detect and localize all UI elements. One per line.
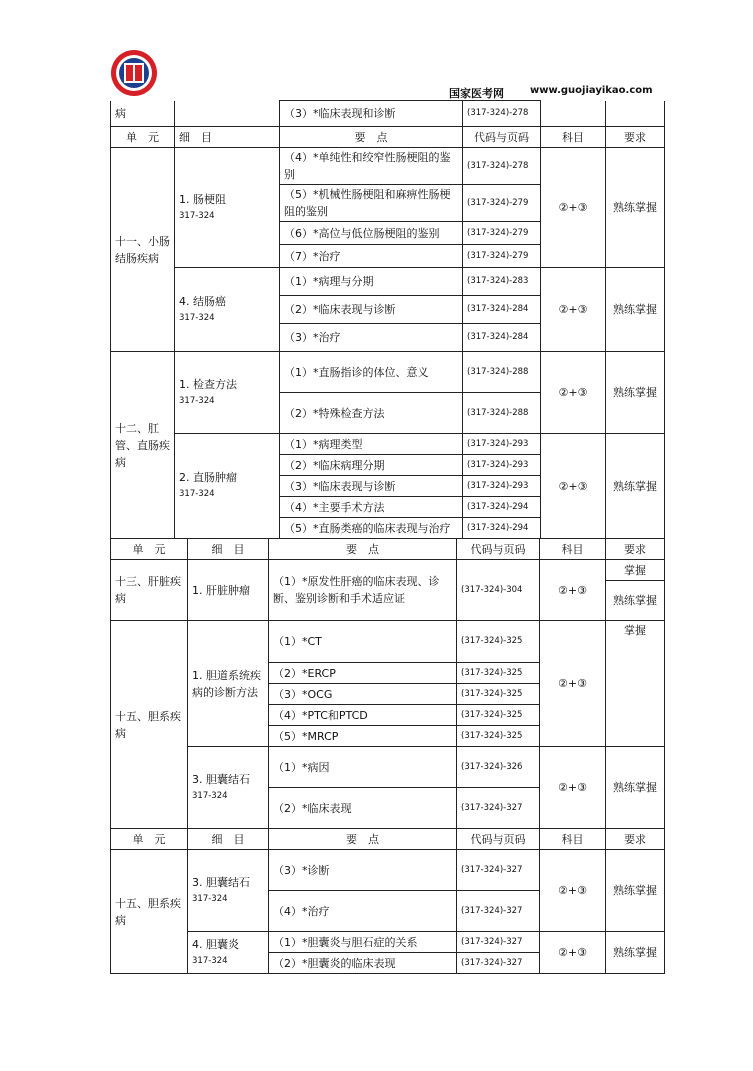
table-row	[111, 434, 665, 455]
header-unit: 单 元	[111, 829, 188, 850]
header-code: 代码与页码	[457, 829, 540, 850]
code-cell: (317-324)-294	[463, 497, 541, 518]
syllabus-table-wrapper	[110, 100, 664, 974]
subject-cell: ②+③	[541, 148, 606, 268]
header-row	[111, 539, 665, 560]
detail-page: 317-324	[179, 312, 215, 323]
point-cell: （5）*直肠类癌的临床表现与治疗	[280, 518, 463, 539]
point-cell: （4）*治疗	[269, 891, 457, 932]
code-cell: (317-324)-279	[463, 222, 541, 245]
header-detail: 细 目	[188, 829, 269, 850]
table-row	[111, 352, 665, 393]
detail-cell	[175, 148, 280, 268]
header-requirement: 要求	[606, 539, 665, 560]
code-cell: (317-324)-325	[457, 621, 540, 663]
subject-cell: ②+③	[540, 747, 606, 829]
unit-cell: 病	[111, 101, 175, 127]
point-cell: （5）*机械性肠梗阻和麻痹性肠梗阻的鉴别	[280, 185, 463, 222]
point-cell: （3）*诊断	[269, 850, 457, 891]
code-cell: (317-324)-327	[457, 850, 540, 891]
code-cell: (317-324)-278	[463, 101, 541, 127]
detail-page: 317-324	[179, 489, 215, 499]
code-cell: (317-324)-293	[463, 476, 541, 497]
point-cell: （4）*PTC和PTCD	[269, 705, 457, 726]
point-cell: （2）*特殊检查方法	[280, 393, 463, 434]
detail-cell	[175, 434, 280, 539]
header-detail: 细 目	[188, 539, 269, 560]
detail-title: 4. 结肠癌	[179, 294, 226, 308]
header-point: 要 点	[280, 127, 463, 148]
point-cell: （1）*病因	[269, 747, 457, 788]
subject-cell: ②+③	[540, 932, 606, 974]
table-row	[111, 747, 665, 788]
point-cell: （7）*治疗	[280, 245, 463, 268]
detail-title: 3. 胆囊结石	[192, 772, 250, 786]
req-cell: 熟练掌握	[606, 747, 665, 829]
code-cell: (317-324)-327	[457, 953, 540, 974]
code-cell: (317-324)-304	[457, 560, 540, 621]
header-requirement: 要求	[606, 829, 665, 850]
code-cell: (317-324)-284	[463, 296, 541, 324]
subject-cell: ②+③	[540, 560, 606, 621]
req-cell: 熟练掌握	[606, 148, 665, 268]
detail-cell	[188, 747, 269, 829]
code-cell: (317-324)-293	[463, 434, 541, 455]
req-cell: 熟练掌握	[606, 932, 665, 974]
header-point: 要 点	[269, 539, 457, 560]
code-cell: (317-324)-288	[463, 352, 541, 393]
table-row	[111, 148, 665, 185]
unit-cell: 十二、肛管、直肠疾病	[111, 352, 175, 539]
syllabus-table	[110, 100, 665, 539]
header-subject: 科目	[540, 829, 606, 850]
header-code: 代码与页码	[463, 127, 541, 148]
point-cell: （3）*治疗	[280, 324, 463, 352]
header-requirement: 要求	[606, 127, 665, 148]
point-cell: （4）*主要手术方法	[280, 497, 463, 518]
detail-page: 317-324	[192, 893, 228, 904]
table-row	[111, 932, 665, 953]
point-cell: （2）*临床表现与诊断	[280, 296, 463, 324]
point-cell: （1）*病理与分期	[280, 268, 463, 296]
code-cell: (317-324)-327	[457, 788, 540, 829]
point-cell: （3）*OCG	[269, 684, 457, 705]
subject-cell: ②+③	[540, 621, 606, 747]
table-row	[111, 268, 665, 296]
req-cell: 掌握	[606, 621, 665, 747]
detail-cell	[188, 932, 269, 974]
point-cell: （4）*单纯性和绞窄性肠梗阻的鉴别	[280, 148, 463, 185]
header-subject: 科目	[541, 127, 606, 148]
detail-cell: 1. 肝脏肿瘤	[188, 560, 269, 621]
header-row	[111, 127, 665, 148]
code-cell: (317-324)-325	[457, 705, 540, 726]
detail-title: 1. 检查方法	[179, 377, 237, 391]
req-cell: 熟练掌握	[606, 850, 665, 932]
req-cell: 熟练掌握	[606, 434, 665, 539]
code-cell: (317-324)-325	[457, 684, 540, 705]
point-cell: （1）*胆囊炎与胆石症的关系	[269, 932, 457, 953]
detail-cell	[188, 850, 269, 932]
req-cell: 掌握	[606, 560, 665, 581]
site-url: www.guojiayikao.com	[530, 85, 653, 96]
subject-cell	[541, 101, 606, 127]
code-cell: (317-324)-294	[463, 518, 541, 539]
header-detail: 细 目	[175, 127, 280, 148]
detail-title: 2. 直肠肿瘤	[179, 471, 237, 484]
detail-page: 317-324	[179, 210, 215, 221]
detail-title: 4. 胆囊炎	[192, 937, 239, 951]
header-row	[111, 829, 665, 850]
req-cell: 熟练掌握	[606, 268, 665, 352]
code-cell: (317-324)-327	[457, 891, 540, 932]
header-unit: 单 元	[111, 127, 175, 148]
detail-cell	[175, 352, 280, 434]
code-cell: (317-324)-279	[463, 245, 541, 268]
table-row	[111, 101, 665, 127]
req-cell: 熟练掌握	[606, 352, 665, 434]
point-cell: （1）*原发性肝癌的临床表现、诊断、鉴别诊断和手术适应证	[269, 560, 457, 621]
site-name: 国家医考网	[449, 87, 504, 100]
req-cell	[606, 101, 665, 127]
detail-cell	[175, 101, 280, 127]
point-cell: （1）*CT	[269, 621, 457, 663]
unit-cell: 十五、胆系疾病	[111, 621, 188, 829]
site-logo	[110, 49, 158, 97]
point-cell: （1）*直肠指诊的体位、意义	[280, 352, 463, 393]
header-point: 要 点	[269, 829, 457, 850]
point-cell: （5）*MRCP	[269, 726, 457, 747]
header-code: 代码与页码	[457, 539, 540, 560]
code-cell: (317-324)-284	[463, 324, 541, 352]
code-cell: (317-324)-279	[463, 185, 541, 222]
req-cell: 熟练掌握	[606, 581, 665, 621]
code-cell: (317-324)-326	[457, 747, 540, 788]
subject-cell: ②+③	[541, 352, 606, 434]
unit-cell: 十三、肝脏疾病	[111, 560, 188, 621]
header-subject: 科目	[540, 539, 606, 560]
subject-cell: ②+③	[540, 850, 606, 932]
detail-page: 317-324	[192, 790, 228, 801]
unit-cell: 十一、小肠结肠疾病	[111, 148, 175, 352]
point-cell: （2）*胆囊炎的临床表现	[269, 953, 457, 974]
subject-cell: ②+③	[541, 268, 606, 352]
syllabus-table-2	[110, 538, 665, 974]
point-cell: （1）*病理类型	[280, 434, 463, 455]
detail-title: 1. 肠梗阻	[179, 192, 226, 206]
point-cell: （3）*临床表现与诊断	[280, 476, 463, 497]
point-cell: （2）*ERCP	[269, 663, 457, 684]
code-cell: (317-324)-325	[457, 726, 540, 747]
detail-title: 3. 胆囊结石	[192, 875, 250, 889]
table-row	[111, 560, 665, 581]
code-cell: (317-324)-293	[463, 455, 541, 476]
header-unit: 单 元	[111, 539, 188, 560]
subject-cell: ②+③	[541, 434, 606, 539]
detail-page: 317-324	[179, 395, 215, 406]
detail-page: 317-324	[192, 955, 228, 966]
point-cell: （6）*高位与低位肠梗阻的鉴别	[280, 222, 463, 245]
detail-cell: 1. 胆道系统疾病的诊断方法	[188, 621, 269, 747]
code-cell: (317-324)-327	[457, 932, 540, 953]
code-cell: (317-324)-288	[463, 393, 541, 434]
point-cell: （2）*临床病理分期	[280, 455, 463, 476]
detail-cell	[175, 268, 280, 352]
point-cell: （2）*临床表现	[269, 788, 457, 829]
code-cell: (317-324)-325	[457, 663, 540, 684]
point-cell: （3）*临床表现和诊断	[280, 101, 463, 127]
table-row	[111, 850, 665, 891]
code-cell: (317-324)-278	[463, 148, 541, 185]
code-cell: (317-324)-283	[463, 268, 541, 296]
unit-cell: 十五、胆系疾病	[111, 850, 188, 974]
table-row	[111, 621, 665, 663]
